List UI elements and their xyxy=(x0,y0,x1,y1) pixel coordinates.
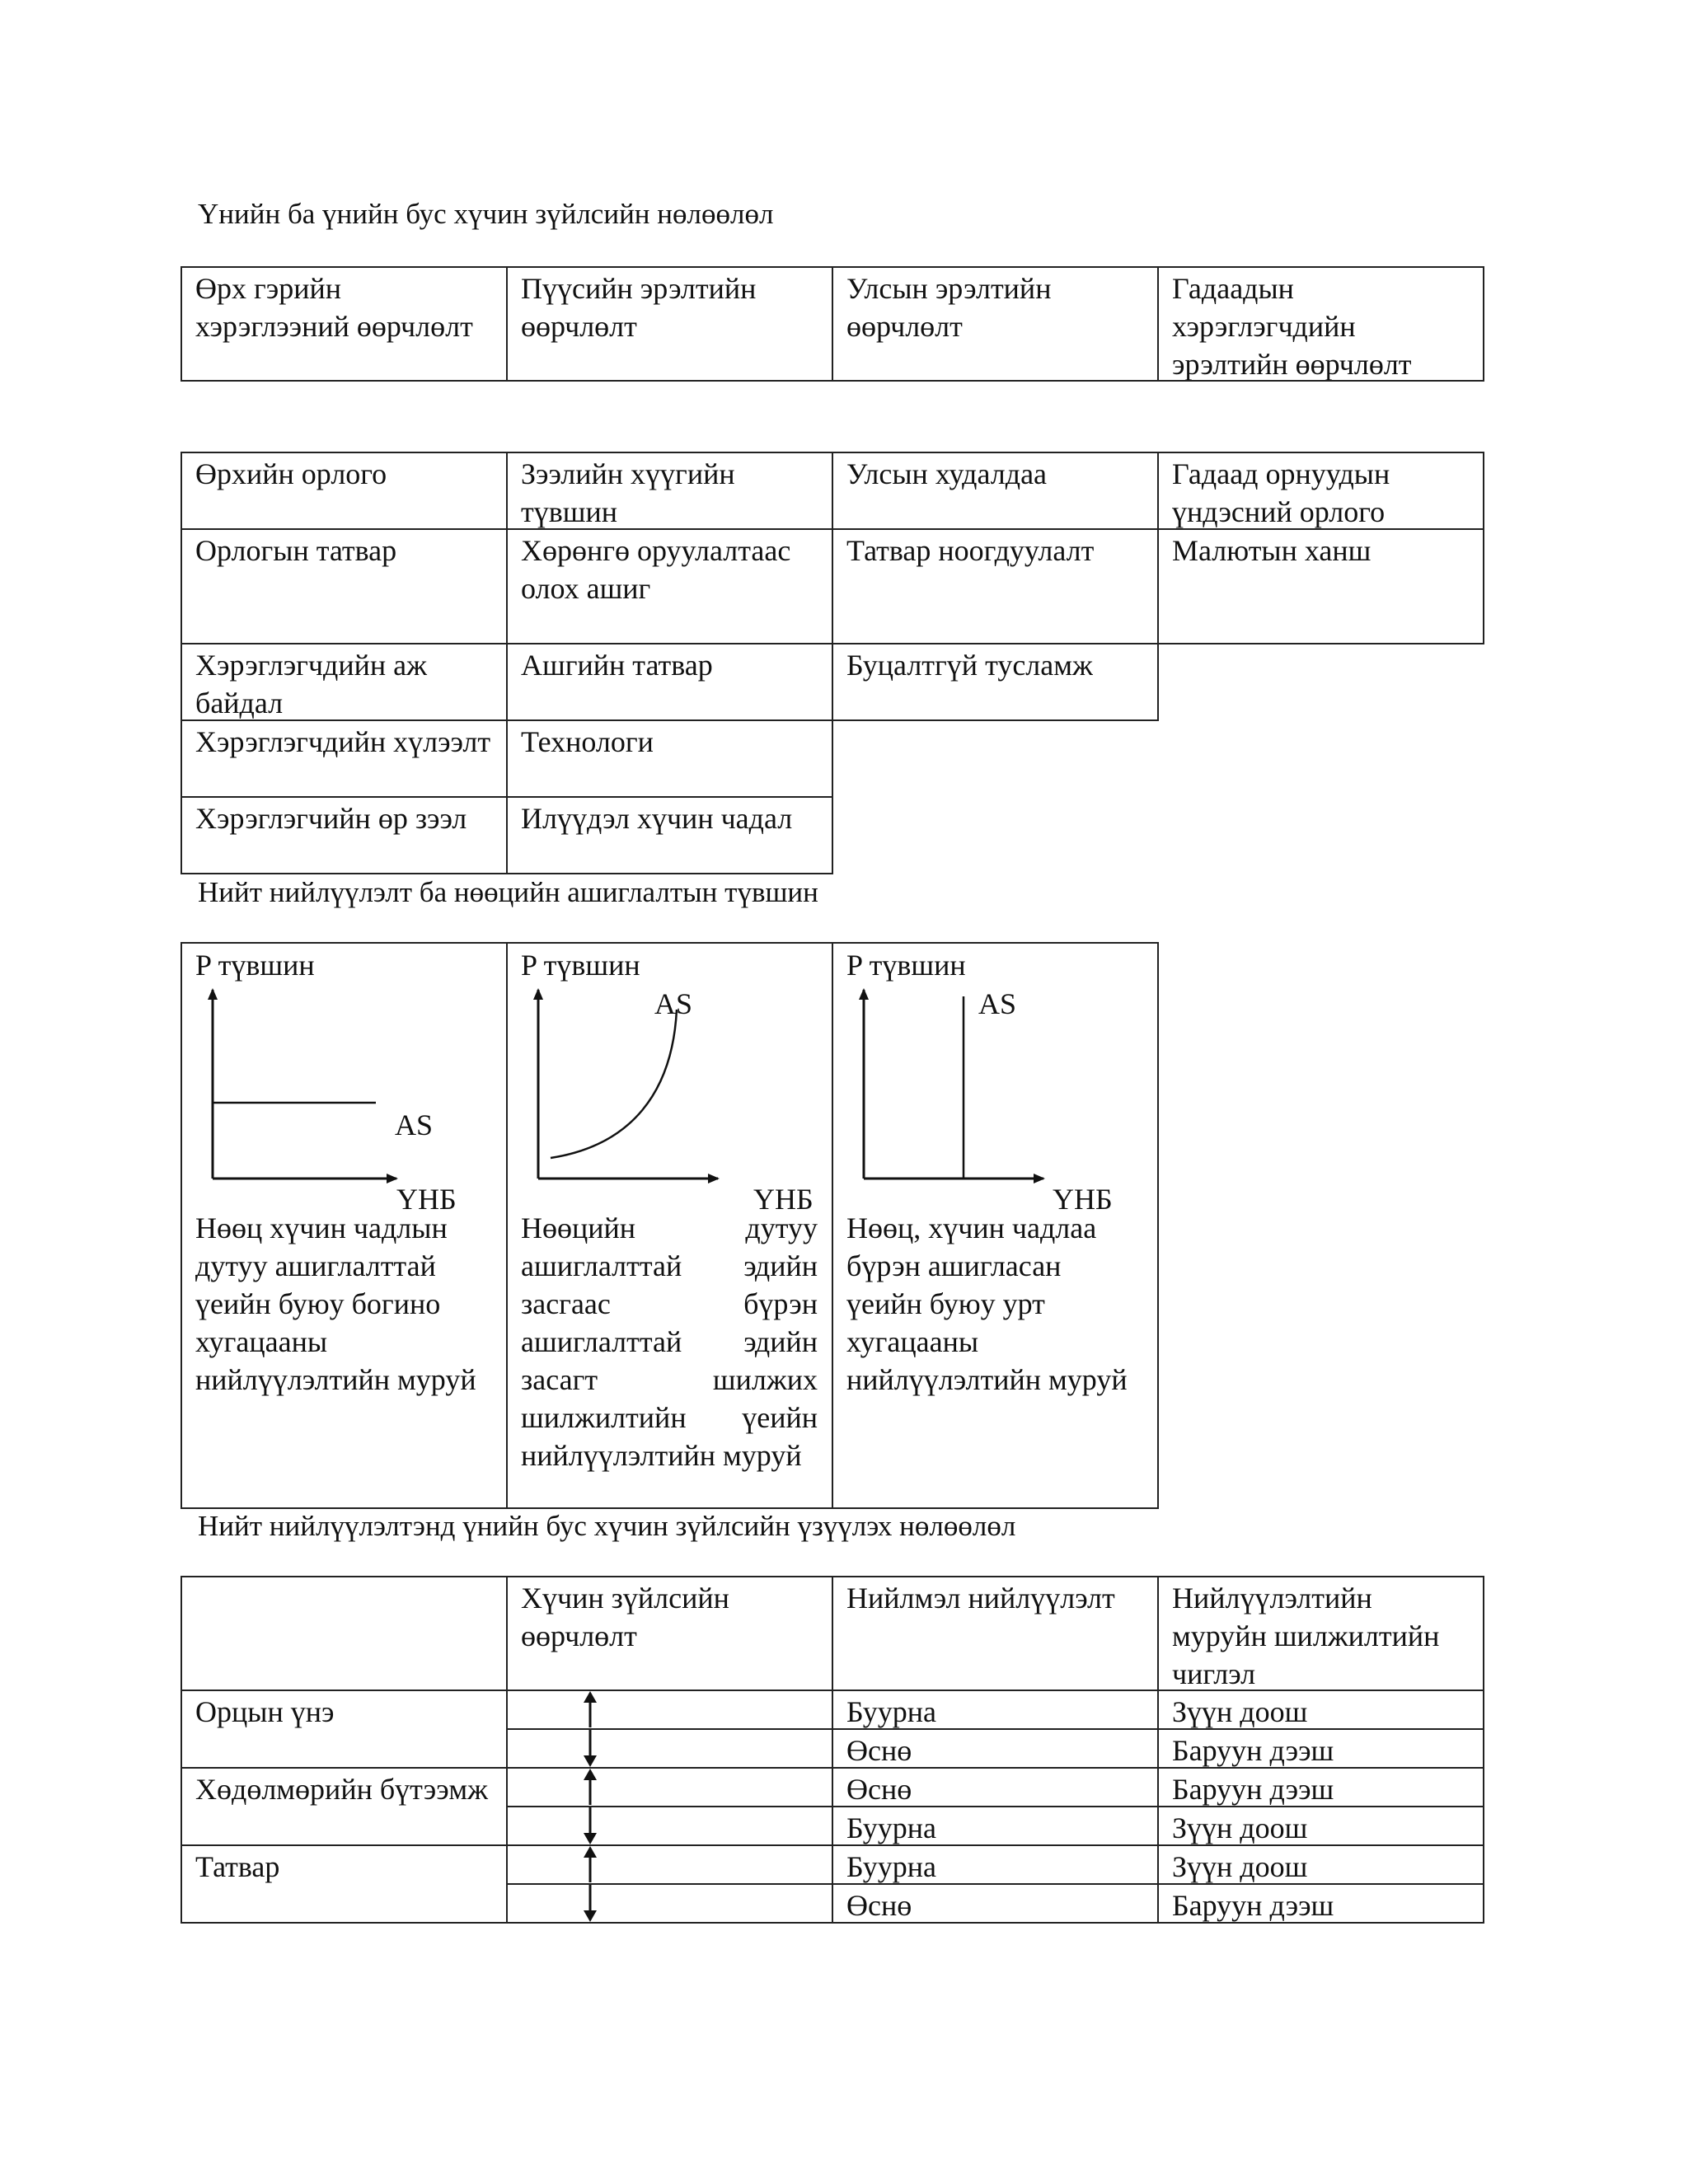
table2-cell xyxy=(832,452,1159,530)
cell-text: Технологи xyxy=(521,725,654,758)
heading-price-factors: Үнийн ба үнийн бус хүчин зүйлсийн нөлөөлөл xyxy=(198,198,774,230)
chart-cell-long-run xyxy=(832,942,1159,1509)
x-axis-label: ҮНБ xyxy=(753,1183,814,1216)
curve-shift-cell xyxy=(1157,1690,1484,1730)
cell-text: Нийлүүлэлтийн муруйн шилжилтийн чиглэл xyxy=(1172,1582,1440,1690)
supply-change-cell xyxy=(832,1844,1159,1885)
x-axis-label: ҮНБ xyxy=(1053,1183,1113,1216)
heading-nonprice-factors: Нийт нийлүүлэлтэнд үнийн бус хүчин зүйлсийн үзүүлэх нөлөөлөл xyxy=(198,1510,1016,1542)
factor-labor-productivity xyxy=(181,1767,508,1846)
arrow-up-icon xyxy=(508,1769,832,1806)
factor-tax xyxy=(181,1844,508,1924)
table2-cell xyxy=(1157,452,1484,530)
cell-text: Орлогын татвар xyxy=(195,534,397,567)
cell-text: Буурна xyxy=(846,1811,937,1844)
table1-header-firm xyxy=(506,266,833,382)
cell-text: Зээлийн хүүгийн түвшин xyxy=(521,457,735,528)
cell-text: Хэрэглэгчийн өр зээл xyxy=(195,802,467,835)
table2-cell xyxy=(181,719,508,798)
x-axis-label: ҮНБ xyxy=(396,1183,457,1216)
curve-shift-cell xyxy=(1157,1767,1484,1807)
curve-label: AS xyxy=(395,1108,434,1141)
table3-header-change xyxy=(506,1576,833,1691)
table2-cell xyxy=(181,796,508,874)
cell-text: Буурна xyxy=(846,1850,937,1883)
cell-text: Хөдөлмөрийн бүтээмж xyxy=(195,1773,489,1806)
table1-header-state xyxy=(832,266,1159,382)
curve-shift-cell xyxy=(1157,1728,1484,1769)
supply-change-cell xyxy=(832,1883,1159,1924)
cell-text: Пүүсийн эрэлтийн өөрчлөлт xyxy=(521,272,757,343)
arrow-down-icon xyxy=(508,1807,832,1844)
cell-text: Өрхийн орлого xyxy=(195,457,387,490)
table2-cell xyxy=(506,528,833,644)
table2-cell xyxy=(506,452,833,530)
table2-cell xyxy=(506,796,833,874)
cell-text: Өснө xyxy=(846,1773,912,1806)
cell-text: Өрх гэрийн хэрэглээний өөрчлөлт xyxy=(195,272,473,343)
factor-change-cell xyxy=(506,1767,833,1807)
cell-text: Хөрөнгө оруулалтаас олох ашиг xyxy=(521,534,791,605)
table2-cell xyxy=(1157,528,1484,644)
cell-text: Нийлмэл нийлүүлэлт xyxy=(846,1582,1115,1615)
factor-change-cell xyxy=(506,1728,833,1769)
arrow-up-icon xyxy=(508,1691,832,1728)
table2-cell xyxy=(181,528,508,644)
table3-header-empty xyxy=(181,1576,508,1691)
supply-change-cell xyxy=(832,1690,1159,1730)
heading-aggregate-supply: Нийт нийлүүлэлт ба нөөцийн ашиглалтын түвшин xyxy=(198,876,818,908)
table3-header-supply xyxy=(832,1576,1159,1691)
chart-caption: Нөөцийн дутуу ашиглалттай эдийн засгаас бүрэн ашиглалттай эдийн засагт шилжих шилжилтийн үеийн нийлүүлэлтийн муруй xyxy=(521,1212,818,1472)
cell-text: Гадаадын хэрэглэгчдийн эрэлтийн өөрчлөлт xyxy=(1172,272,1412,381)
table3-header-shift xyxy=(1157,1576,1484,1691)
cell-text: Хэрэглэгчдийн хүлээлт xyxy=(195,725,491,758)
cell-text: Татвар ноогдуулалт xyxy=(846,534,1095,567)
y-axis-label: P түвшин xyxy=(195,949,315,982)
arrow-down-icon xyxy=(508,1730,832,1767)
curve-shift-cell xyxy=(1157,1844,1484,1885)
table2-cell xyxy=(506,643,833,721)
curve-shift-cell xyxy=(1157,1806,1484,1846)
table1-header-foreign xyxy=(1157,266,1484,382)
cell-text: Өснө xyxy=(846,1889,912,1922)
supply-change-cell xyxy=(832,1806,1159,1846)
table2-cell xyxy=(506,719,833,798)
cell-text: Татвар xyxy=(195,1850,280,1883)
table2-cell xyxy=(832,528,1159,644)
factor-change-cell xyxy=(506,1883,833,1924)
cell-text: Гадаад орнуудын үндэсний орлого xyxy=(1172,457,1390,528)
curve-shift-cell xyxy=(1157,1883,1484,1924)
cell-text: Баруун дээш xyxy=(1172,1889,1334,1922)
cell-text: Зүүн доош xyxy=(1172,1811,1308,1844)
cell-text: Өснө xyxy=(846,1734,912,1767)
as-curve xyxy=(551,1010,677,1158)
chart-caption: Нөөц, хүчин чадлаа бүрэн ашигласан үеийн буюу урт хугацааны нийлүүлэлтийн муруй xyxy=(846,1212,1128,1396)
table2-cell xyxy=(181,643,508,721)
cell-text: Малютын ханш xyxy=(1172,534,1372,567)
cell-text: Зүүн доош xyxy=(1172,1695,1308,1728)
cell-text: Ашгийн татвар xyxy=(521,649,713,682)
cell-text: Хүчин зүйлсийн өөрчлөлт xyxy=(521,1582,729,1652)
curve-label: AS xyxy=(654,987,693,1020)
cell-text: Илүүдэл хүчин чадал xyxy=(521,802,793,835)
cell-text: Зүүн доош xyxy=(1172,1850,1308,1883)
chart-caption: Нөөц хүчин чадлын дутуу ашиглалттай үеийн буюу богино хугацааны нийлүүлэлтийн муруй xyxy=(195,1212,476,1396)
chart-cell-short-run xyxy=(181,942,508,1509)
curve-label: AS xyxy=(978,987,1017,1020)
table2-cell xyxy=(181,452,508,530)
arrow-up-icon xyxy=(508,1846,832,1883)
factor-input-price xyxy=(181,1690,508,1769)
factor-change-cell xyxy=(506,1690,833,1730)
chart-cell-transition xyxy=(506,942,833,1509)
table1-header-household xyxy=(181,266,508,382)
cell-text: Улсын эрэлтийн өөрчлөлт xyxy=(846,272,1052,343)
y-axis-label: P түвшин xyxy=(846,949,966,982)
supply-change-cell xyxy=(832,1728,1159,1769)
cell-text: Буцалтгүй тусламж xyxy=(846,649,1093,682)
cell-text: Улсын худалдаа xyxy=(846,457,1048,490)
y-axis-label: P түвшин xyxy=(521,949,640,982)
factor-change-cell xyxy=(506,1844,833,1885)
cell-text: Буурна xyxy=(846,1695,937,1728)
arrow-down-icon xyxy=(508,1885,832,1922)
cell-text: Баруун дээш xyxy=(1172,1734,1334,1767)
cell-text: Хэрэглэгчдийн аж байдал xyxy=(195,649,427,719)
cell-text: Орцын үнэ xyxy=(195,1695,335,1728)
factor-change-cell xyxy=(506,1806,833,1846)
table2-cell xyxy=(832,643,1159,721)
supply-change-cell xyxy=(832,1767,1159,1807)
cell-text: Баруун дээш xyxy=(1172,1773,1334,1806)
